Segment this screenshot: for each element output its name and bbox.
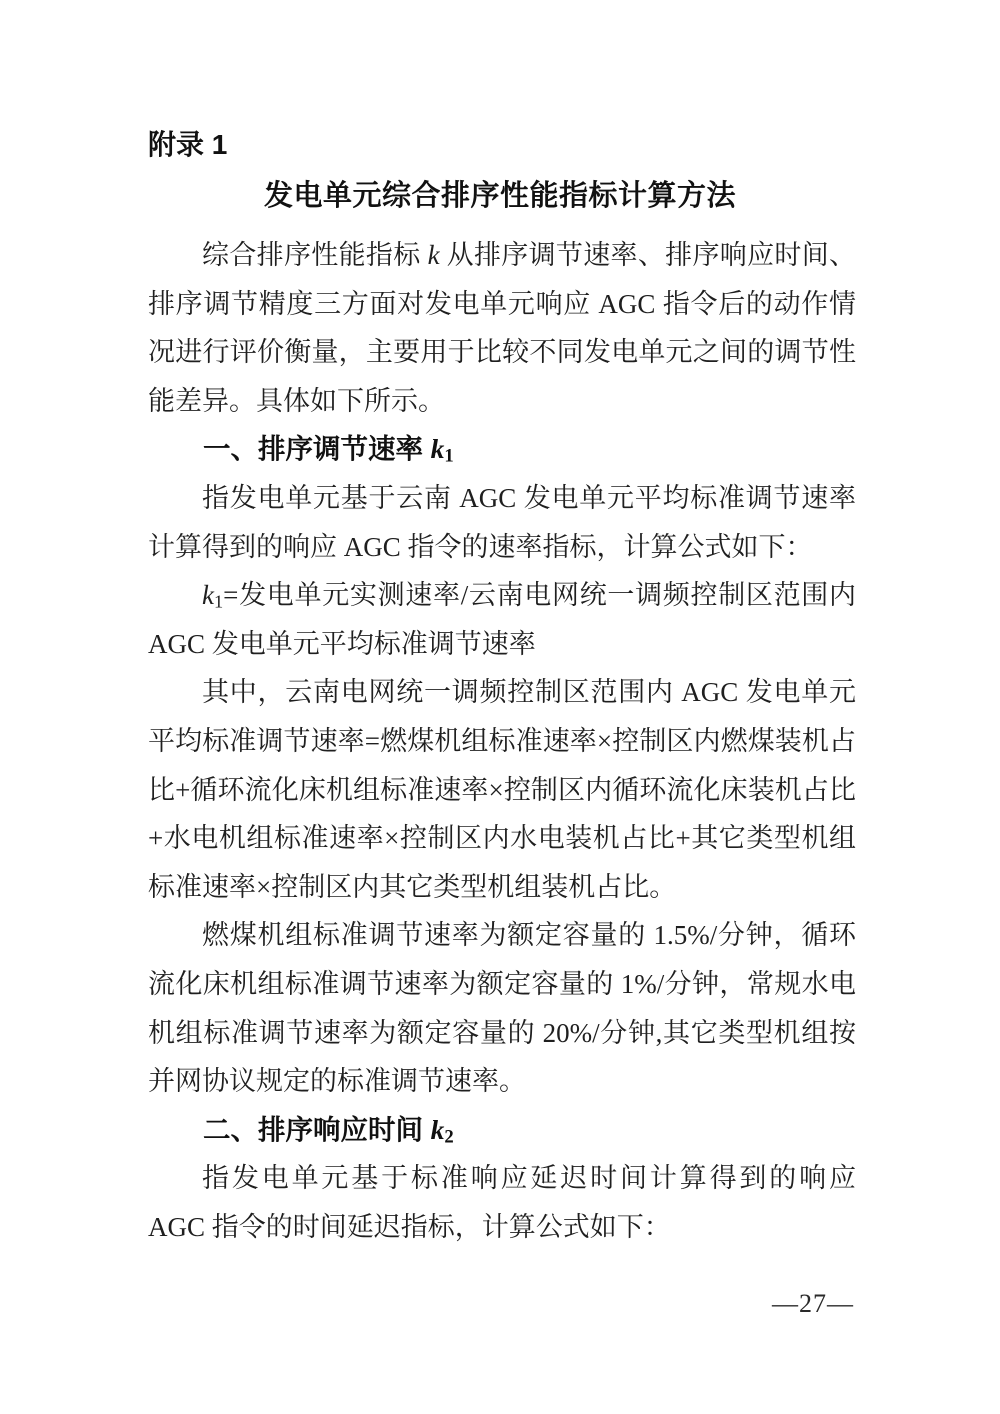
section-1-paragraph-3: 燃煤机组标准调节速率为额定容量的 1.5%/分钟，循环流化床机组标准调节速率为额定容量的 1%/分钟，常规水电机组标准调节速率为额定容量的 20%/分钟,其它类型机组按并网协议规定的标准调节速率。 bbox=[148, 920, 856, 1097]
variable-k1: k bbox=[430, 433, 445, 465]
variable-k2: k bbox=[430, 1113, 445, 1145]
section-1-heading bbox=[148, 425, 856, 474]
page-number: —27— bbox=[772, 1289, 854, 1318]
appendix-label: 附录 1 bbox=[148, 129, 228, 160]
variable-k: k bbox=[427, 240, 440, 270]
section-1-paragraph-1: 指发电单元基于云南 AGC 发电单元平均标准调节速率计算得到的响应 AGC 指令的速率指标，计算公式如下： bbox=[148, 482, 856, 562]
intro-paragraph bbox=[148, 231, 856, 425]
section-2-heading bbox=[148, 1106, 856, 1155]
document-body bbox=[148, 231, 856, 1251]
section-2-heading-text: 二、排序响应时间 bbox=[203, 1113, 431, 1145]
formula-variable-k1-subscript: 1 bbox=[213, 591, 224, 612]
section-1-paragraph-2: 其中，云南电网统一调频控制区范围内 AGC 发电单元平均标准调节速率=燃煤机组标准速率×控制区内燃煤装机占比+循环流化床机组标准速率×控制区内循环流化床装机占比+水电机组标准速率×控制区内水电装机占比+其它类型机组标准速率×控制区内其它类型机组装机占比。 bbox=[148, 677, 856, 902]
intro-text-before: 综合排序性能指标 bbox=[202, 240, 428, 270]
formula-variable-k1: k bbox=[202, 580, 214, 611]
formula-text: =发电单元实测速率/云南电网统一调频控制区范围内 AGC 发电单元平均标准调节速率 bbox=[148, 580, 856, 659]
variable-k1-subscript: 1 bbox=[444, 445, 454, 467]
section-1-heading-text: 一、排序调节速率 bbox=[203, 433, 431, 465]
document-title: 发电单元综合排序性能指标计算方法 bbox=[263, 180, 736, 212]
section-2-paragraph-1: 指发电单元基于标准响应延迟时间计算得到的响应 AGC 指令的时间延迟指标，计算公式如下： bbox=[148, 1163, 856, 1242]
variable-k2-subscript: 2 bbox=[444, 1126, 454, 1148]
section-1-formula bbox=[148, 571, 856, 668]
intro-text-after: 从排序调节速率、排序响应时间、排序调节精度三方面对发电单元响应 AGC 指令后的动作情况进行评价衡量，主要用于比较不同发电单元之间的调节性能差异。具体如下所示。 bbox=[148, 240, 857, 416]
